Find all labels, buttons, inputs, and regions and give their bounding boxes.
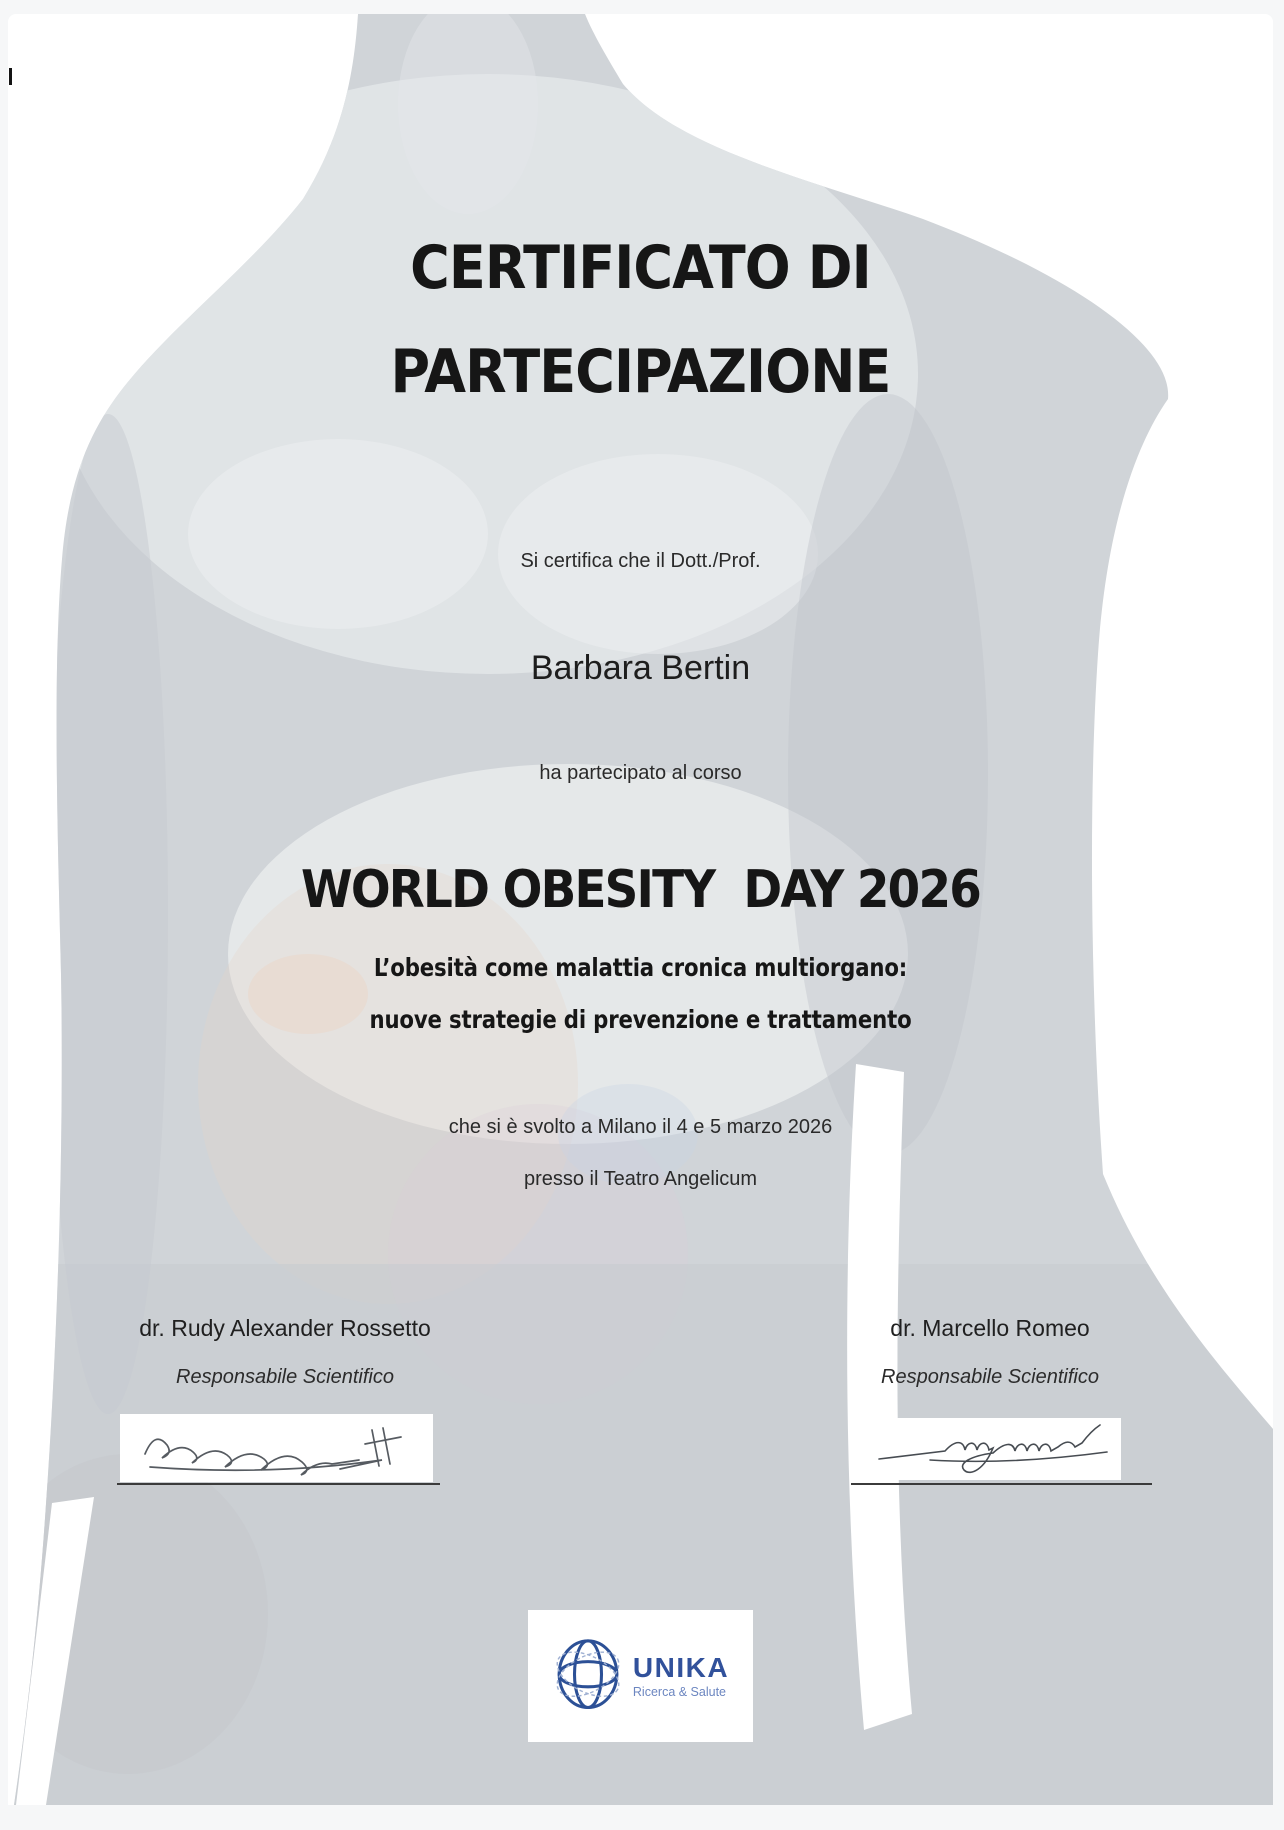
- signatory-name-romeo: dr. Marcello Romeo: [890, 1315, 1090, 1341]
- course-subtitle-line1: L’obesità come malattia cronica multiorgano:: [373, 953, 908, 982]
- text-cursor-artifact: [9, 68, 12, 85]
- course-title: WORLD OBESITY DAY 2026: [301, 860, 980, 920]
- certificate-page: [8, 14, 1273, 1805]
- certify-line: Si certifica che il Dott./Prof.: [520, 550, 761, 572]
- signature-image-romeo: [875, 1418, 1121, 1480]
- certificate-title-line1: CERTIFICATO DI: [410, 233, 871, 303]
- recipient-name: Barbara Bertin: [530, 649, 751, 687]
- unika-logo-text: [633, 1653, 729, 1699]
- unika-logo-name: UNIKA: [632, 1652, 730, 1684]
- signature-line-rossetto: [117, 1483, 440, 1485]
- participation-line: ha partecipato al corso: [539, 762, 742, 784]
- course-subtitle: [103, 942, 1178, 1046]
- signature-line-romeo: [851, 1483, 1152, 1485]
- signature-stroke-rossetto: [120, 1414, 433, 1482]
- certificate-title: [71, 216, 1210, 424]
- signatory-role-romeo: Responsabile Scientifico: [881, 1366, 1099, 1388]
- signature-stroke-romeo: [875, 1418, 1121, 1480]
- unika-logo: [528, 1610, 753, 1742]
- venue-line2: presso il Teatro Angelicum: [523, 1168, 758, 1190]
- signatory-name-rossetto: dr. Rudy Alexander Rossetto: [139, 1315, 431, 1341]
- venue-line1: che si è svolto a Milano il 4 e 5 marzo 2026: [448, 1116, 833, 1138]
- course-subtitle-line2: nuove strategie di prevenzione e trattamento: [369, 1005, 912, 1034]
- signature-image-rossetto: [120, 1414, 433, 1482]
- certificate-title-line2: PARTECIPAZIONE: [390, 337, 891, 407]
- signatory-role-rossetto: Responsabile Scientifico: [176, 1366, 394, 1388]
- globe-icon: [552, 1632, 624, 1720]
- unika-logo-tagline: Ricerca & Salute: [632, 1684, 727, 1699]
